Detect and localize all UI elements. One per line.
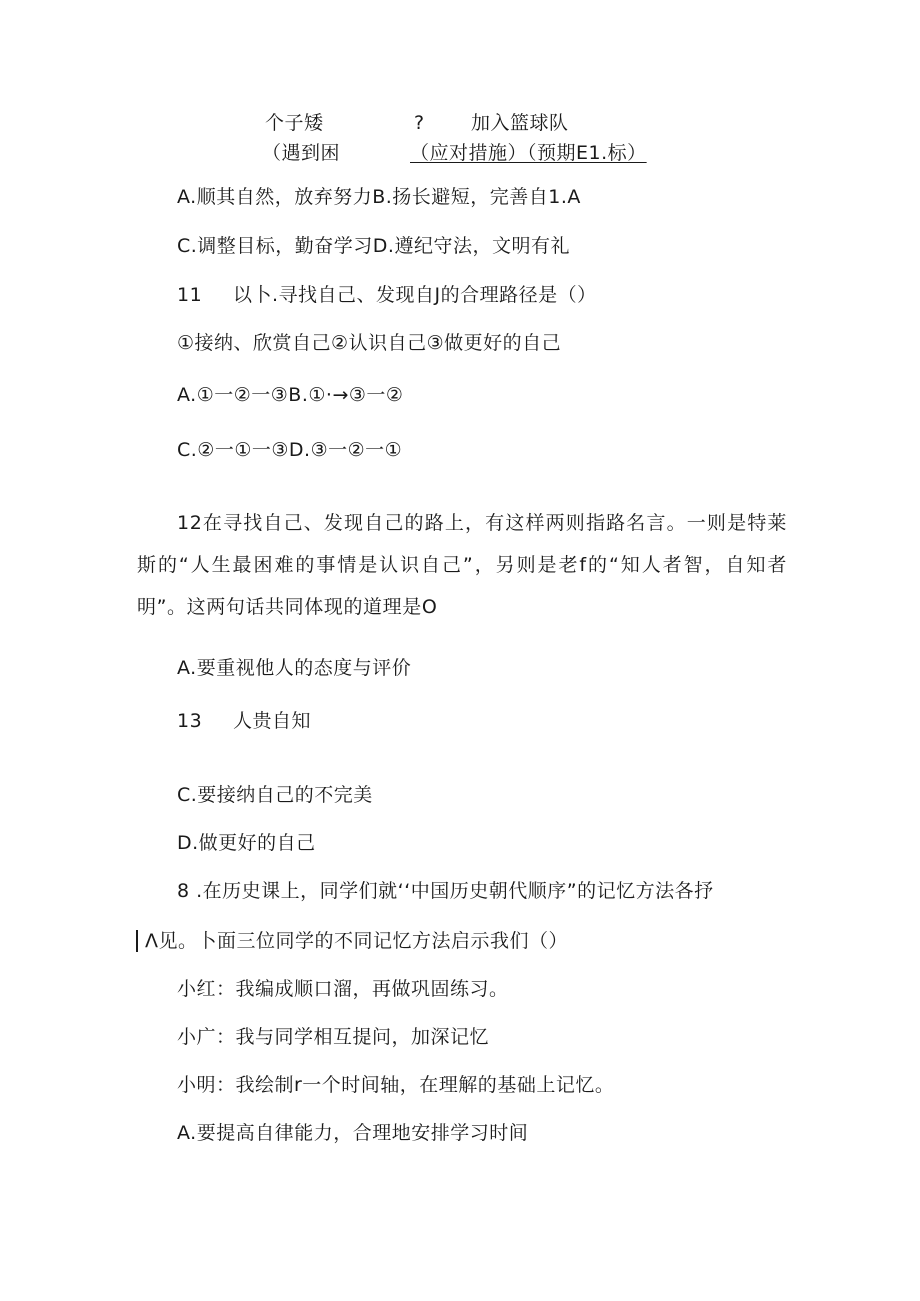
q11-options-cd: C.②一①一③D.③一②一① [177, 439, 403, 461]
q11-items: ①接纳、欣赏自己②认识自己③做更好的自己 [177, 332, 562, 354]
q8-xiaohong: 小红：我编成顺口溜，再做巩固练习。 [177, 978, 509, 1000]
q12-option-a: A.要重视他人的态度与评价 [177, 657, 412, 679]
diagram-question-mark: ? [414, 112, 425, 134]
q12-stem: 12在寻找自己、发现自己的路上，有这样两则指路名言。一则是特莱斯的“人生最困难的事情是认识自己”，另则是老f的“知人者智，自知者明”。这两句话共同体现的道理是O [137, 512, 787, 618]
q10-options-ab: A.顺其自然，放弃努力B.扬长避短，完善自1.A [177, 186, 581, 208]
q12-option-d: D.做更好的自己 [177, 832, 316, 854]
q11-options-ab: A.①一②一③B.①·→③一② [177, 384, 404, 406]
q8-stem-line1: 8 .在历史课上，同学们就‘‘中国历史朝代顺序”的记忆方法各抒 [177, 880, 714, 902]
diagram-measure-goal-caption: （应对措施）（预期E1.标） [410, 142, 647, 164]
q10-options-cd: C.调整目标，勤奋学习D.遵纪守法，文明有礼 [177, 235, 570, 257]
q12-option-b-number: 13 [177, 710, 203, 732]
q8-xiaoming: 小明：我绘制r一个时间轴，在理解的基础上记忆。 [177, 1074, 615, 1096]
q8-xiaoguang: 小广：我与同学相互提问，加深记忆 [177, 1026, 490, 1048]
q11-stem: 以卜.寻找自己、发现自J的合理路径是（） [233, 284, 597, 306]
diagram-problem-label: 个子矮 [265, 112, 324, 134]
q8-option-a: A.要提高自律能力，合理地安排学习时间 [177, 1122, 529, 1144]
diagram-goal-label: 加入篮球队 [471, 112, 569, 134]
q12-option-b-text: 人贵自知 [233, 710, 312, 732]
q8-stem-line2: Λ见。卜面三位同学的不同记忆方法启示我们（） [145, 930, 568, 952]
q11-number: 11 [177, 284, 203, 306]
diagram-problem-caption: （遇到困 [262, 142, 341, 164]
margin-bar [136, 930, 138, 952]
q12-option-c: C.要接纳自己的不完美 [177, 784, 373, 806]
